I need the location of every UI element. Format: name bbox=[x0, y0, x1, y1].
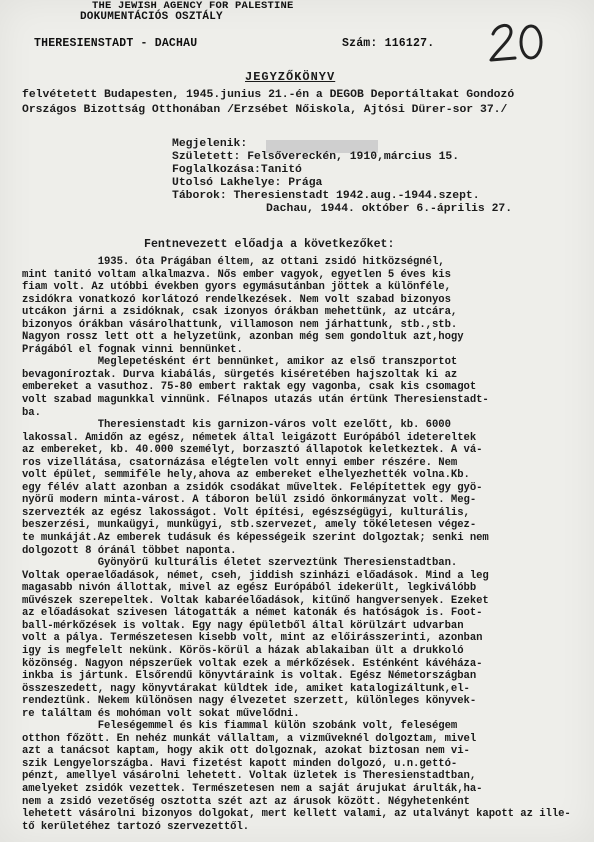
handwritten-number bbox=[487, 20, 547, 70]
body-line: egy félév alatt azonban a zsidók csodákat műveltek. Felépítettek egy gyö- bbox=[22, 481, 483, 494]
body-line: művészek szerepeltek. Voltak kabaréelőadások, kitűnő hangversenyek. Ezeket bbox=[22, 594, 489, 607]
body-line: utcákon járni a zsidóknak, csak izonyos órákban mehettünk, az utcára, bbox=[22, 306, 458, 319]
body-line: igy is megfelelt nekünk. Körös-körül a házak ablakaiban ült a drukkoló bbox=[22, 644, 464, 657]
intro-line-1: felvétetett Budapesten, 1945.junius 21.-én a DEGOB Deportáltakat Gondozó bbox=[22, 89, 515, 101]
statement-heading: Fentnevezett előadja a következőket: bbox=[144, 238, 395, 251]
body-line: fiam volt. Az utóbbi években gyors egymásutánban jöttek a különféle, bbox=[22, 281, 451, 294]
body-line: az embereket, kb. 40.000 személyt, borzasztó állapotok keletkeztek. A vá- bbox=[22, 444, 483, 457]
body-line: Meglepetésként ért bennünket, amikor az első transzportot bbox=[22, 356, 458, 369]
body-line: ros vizellátása, csatornázása elégtelen volt ennyi ember részére. Nem bbox=[22, 456, 458, 469]
birth-info: Született: Felsővereckén, 1910,március 15. bbox=[172, 151, 460, 163]
occupation: Foglalkozása:Tanitó bbox=[172, 164, 302, 176]
body-line: Voltak operaelőadások, német, cseh, jiddish szinházi előadások. Mind a leg bbox=[22, 569, 489, 582]
body-line: tő kerületéhez tartozó szervezettől. bbox=[22, 820, 250, 833]
body-line: magasabb nivón állottak, mivel az egész Európából idekerült, legkiválóbb bbox=[22, 582, 477, 595]
body-line: volt szabad magunkkal vinnünk. Félnapos utazás után értünk Theresienstadt- bbox=[22, 394, 489, 407]
last-residence: Utolsó Lakhelye: Prága bbox=[172, 177, 323, 189]
camps-continued: Dachau, 1944. október 6.-április 27. bbox=[266, 203, 513, 215]
body-line: Gyönyörű kulturális életet szerveztünk Theresienstadtban. bbox=[22, 557, 458, 570]
body-line: bizonyos órákban vásárolhattunk, villamoson nem járhattunk, stb.,stb. bbox=[22, 318, 458, 331]
body-line: nem a zsidó vezetőség osztotta szét azt az árusok között. Négyhetenként bbox=[22, 795, 470, 808]
body-line: ba. bbox=[22, 406, 41, 419]
testimony-body bbox=[22, 256, 588, 833]
body-line: inkba is jártunk. Elsőrendű könyvtáraink is voltak. Egész Németországban bbox=[22, 670, 477, 683]
body-line: az előadásokat szivesen látogatták a német katonák és hatóságok is. Foot- bbox=[22, 607, 483, 620]
department-header: DOKUMENTÁCIÓS OSZTÁLY bbox=[80, 11, 223, 23]
body-line: szervezték az egész lakosságot. Volt építési, egészségügyi, kulturális, bbox=[22, 506, 470, 519]
body-line: zsidókra vonatkozó korlátozó rendelkezések. Nem volt szabad bizonyos bbox=[22, 293, 451, 306]
camp-header: THERESIENSTADT - DACHAU bbox=[34, 37, 198, 50]
agency-header: THE JEWISH AGENCY FOR PALESTINE bbox=[92, 0, 294, 12]
body-line: rendeztünk. Nekem különösen nagy élvezetet szerzett, különleges könyvek- bbox=[22, 695, 477, 708]
handwritten-number-text: 20 bbox=[487, 20, 489, 21]
document-title: JEGYZŐKÖNYV bbox=[245, 70, 336, 84]
body-line: Theresienstadt kis garnizon-város volt ezelőtt, kb. 6000 bbox=[22, 419, 451, 432]
body-line: dolgozott 8 óránál többet naponta. bbox=[22, 544, 237, 557]
body-line: amelyeket zsidók vezettek. Természetesen nem a saját árujukat árulták,ha- bbox=[22, 782, 483, 795]
body-line: Feleségemmel és kis fiammal külön szobánk volt, feleségem bbox=[22, 720, 458, 733]
body-line: azt a tanácsot kaptam, hogy akik ott dolgoznak, azokat biztosan nem vi- bbox=[22, 745, 470, 758]
document-number: Szám: 116127. bbox=[342, 37, 435, 50]
body-line: bevagoníroztak. Durva kiabálás, sürgetés kiséretében hajszoltak ki az bbox=[22, 368, 458, 381]
body-line: ball-mérkőzések is voltak. Egy nagy épületből által körülzárt udvarban bbox=[22, 619, 464, 632]
body-line: volt épület, semmiféle hely,ahova az embereket elhelyezhették volna.Kb. bbox=[22, 469, 470, 482]
name-label: Megjelenik: bbox=[172, 138, 248, 150]
camps: Táborok: Theresienstadt 1942.aug.-1944.szept. bbox=[172, 190, 480, 202]
body-line: közönség. Nagyon népszerűek voltak ezek a mérkőzések. Esténként kávéháza- bbox=[22, 657, 483, 670]
body-line: nyörű modern minta-várost. A táboron belül zsidó önkormányzat volt. Meg- bbox=[22, 494, 477, 507]
body-line: re találtam és mohóman volt sokat művelődni. bbox=[22, 707, 300, 720]
body-line: Prágából el fognak vinni bennünket. bbox=[22, 343, 243, 356]
body-line: volt a pálya. Természetesen kisebb volt, mint az előirásszerinti, azonban bbox=[22, 632, 483, 645]
body-line: összeszedett, nagy könyvtárakat küldtek ide, amiket katalogizáltunk,el- bbox=[22, 682, 470, 695]
body-line: otthon főzött. En nehéz munkát vállaltam, a vizműveknél dolgoztam, mivel bbox=[22, 732, 477, 745]
body-line: embereket a vasuthoz. 75-80 embert raktak egy vagonba, csak kis csomagot bbox=[22, 381, 477, 394]
body-line: lakossal. Amidőn az egész, németek által leigázott Európából idetereltek bbox=[22, 431, 477, 444]
body-line: Nagyon rossz lett ott a helyzetünk, azonban még sem gondoltuk azt,hogy bbox=[22, 331, 464, 344]
body-line: szik Lengyelországba. Havi fizetést kapott minden dolgozó, u.n.gettó- bbox=[22, 757, 458, 770]
intro-line-2: Országos Bizottság Otthonában /Erzsébet Nőiskola, Ajtósi Dürer-sor 37./ bbox=[22, 104, 508, 116]
body-line: lehetett vásárolni bizonyos dolgokat, mert kellett valami, az utalványt kapott az ille- bbox=[22, 808, 571, 821]
body-line: pénzt, amellyel vásárolni lehetett. Voltak üzletek is Theresienstadtban, bbox=[22, 770, 477, 783]
body-line: mint tanitó voltam alkalmazva. Nős ember vagyok, egyetlen 5 éves kis bbox=[22, 268, 451, 281]
body-line: te munkáját.Az emberek tudásuk és képességeik szerint dolgoztak; senki nem bbox=[22, 532, 489, 545]
body-line: 1935. óta Prágában éltem, az ottani zsidó hitközségnél, bbox=[22, 256, 445, 268]
body-line: beszerzési, munkaügyi, munkügyi, stb.szervezet, amely tökéletesen végez- bbox=[22, 519, 477, 532]
